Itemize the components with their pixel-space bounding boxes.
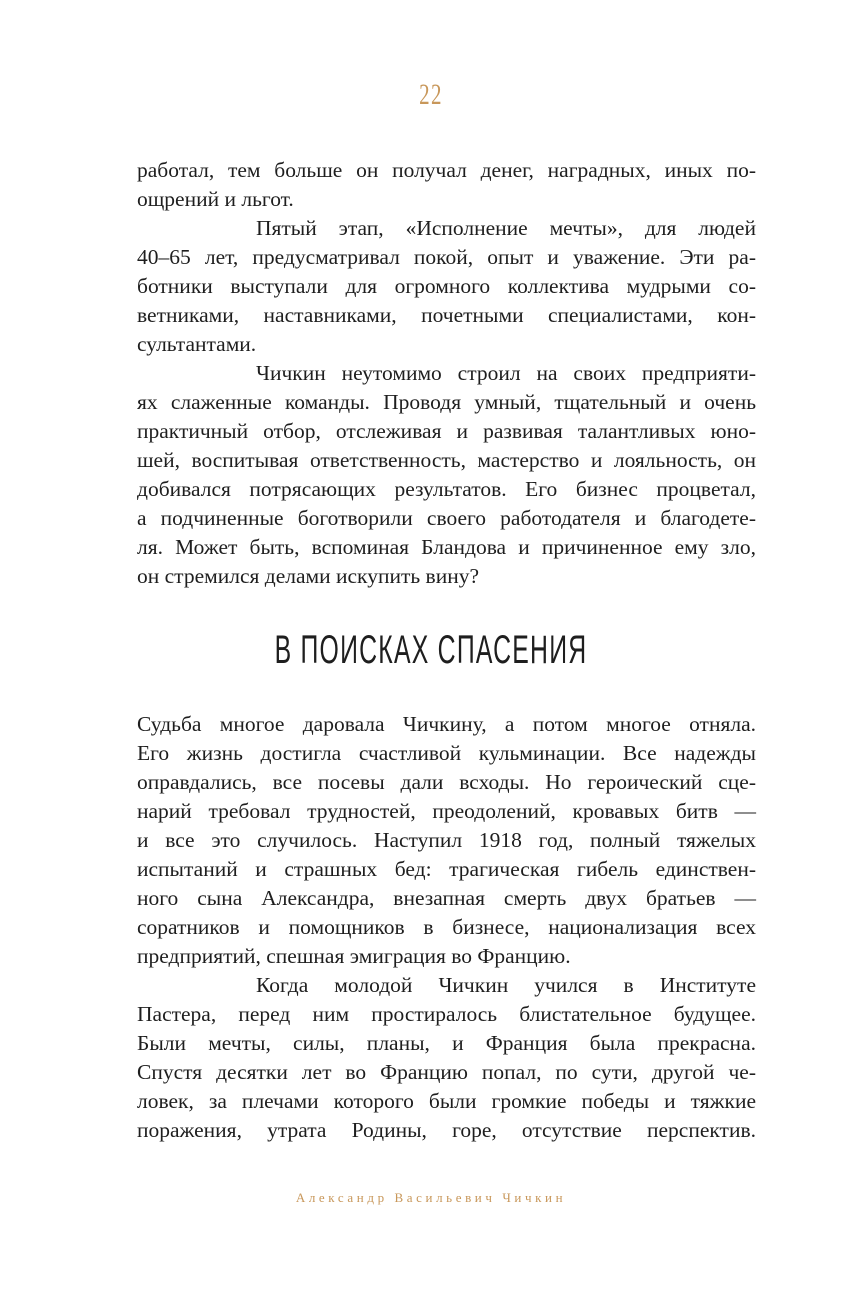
text-line: Пятый этап, «Исполнение мечты», для людей bbox=[256, 216, 756, 240]
running-footer: Александр Васильевич Чичкин bbox=[295, 1190, 567, 1205]
text-line: Его жизнь достигла счастливой кульминации. Все надежды bbox=[137, 741, 756, 765]
text-line: ботники выступали для огромного коллектива мудрыми со- bbox=[137, 274, 756, 298]
text-line: Когда молодой Чичкин учился в Институте bbox=[256, 973, 756, 997]
text-line: поражения, утрата Родины, горе, отсутствие перспектив. bbox=[137, 1118, 756, 1142]
text-line: добивался потрясающих результатов. Его бизнес процветал, bbox=[137, 477, 756, 501]
body-text-top bbox=[137, 156, 756, 591]
text-line: соратников и помощников в бизнесе, национализация всех bbox=[137, 915, 756, 939]
text-line: нарий требовал трудностей, преодолений, кровавых битв — bbox=[137, 799, 756, 823]
text-line: Пастера, перед ним простиралось блистательное будущее. bbox=[137, 1002, 756, 1026]
text-line: испытаний и страшных бед: трагическая гибель единствен- bbox=[137, 857, 756, 881]
body-text-bottom bbox=[137, 710, 756, 1145]
text-line: ях слаженные команды. Проводя умный, тщательный и очень bbox=[137, 390, 756, 414]
text-line: Были мечты, силы, планы, и Франция была прекрасна. bbox=[137, 1031, 756, 1055]
section-heading: В ПОИСКАХ СПАСЕНИЯ bbox=[274, 628, 588, 672]
text-line: ощрений и льгот. bbox=[137, 187, 294, 211]
text-line: он стремился делами искупить вину? bbox=[137, 564, 479, 588]
text-line: сультантами. bbox=[137, 332, 257, 356]
text-line: ловек, за плечами которого были громкие победы и тяжкие bbox=[137, 1089, 756, 1113]
text-line: оправдались, все посевы дали всходы. Но героический сце- bbox=[137, 770, 756, 794]
text-line: Спустя десятки лет во Францию попал, по сути, другой че- bbox=[137, 1060, 756, 1084]
text-line: работал, тем больше он получал денег, наградных, иных по- bbox=[137, 158, 756, 182]
text-line: практичный отбор, отслеживая и развивая талантливых юно- bbox=[137, 419, 756, 443]
text-line: Чичкин неутомимо строил на своих предприяти- bbox=[256, 361, 756, 385]
page-number: 22 bbox=[419, 78, 443, 111]
text-line: 40–65 лет, предусматривал покой, опыт и уважение. Эти ра- bbox=[137, 245, 756, 269]
text-line: и все это случилось. Наступил 1918 год, полный тяжелых bbox=[137, 828, 756, 852]
text-line: ля. Может быть, вспоминая Бландова и причиненное ему зло, bbox=[137, 535, 756, 559]
text-line: Судьба многое даровала Чичкину, а потом многое отняла. bbox=[137, 712, 756, 736]
text-line: шей, воспитывая ответственность, мастерство и лояльность, он bbox=[137, 448, 756, 472]
text-line: предприятий, спешная эмиграция во Францию. bbox=[137, 944, 571, 968]
text-line: а подчиненные боготворили своего работодателя и благодете- bbox=[137, 506, 756, 530]
text-line: ветниками, наставниками, почетными специалистами, кон- bbox=[137, 303, 756, 327]
text-line: ного сына Александра, внезапная смерть двух братьев — bbox=[137, 886, 756, 910]
